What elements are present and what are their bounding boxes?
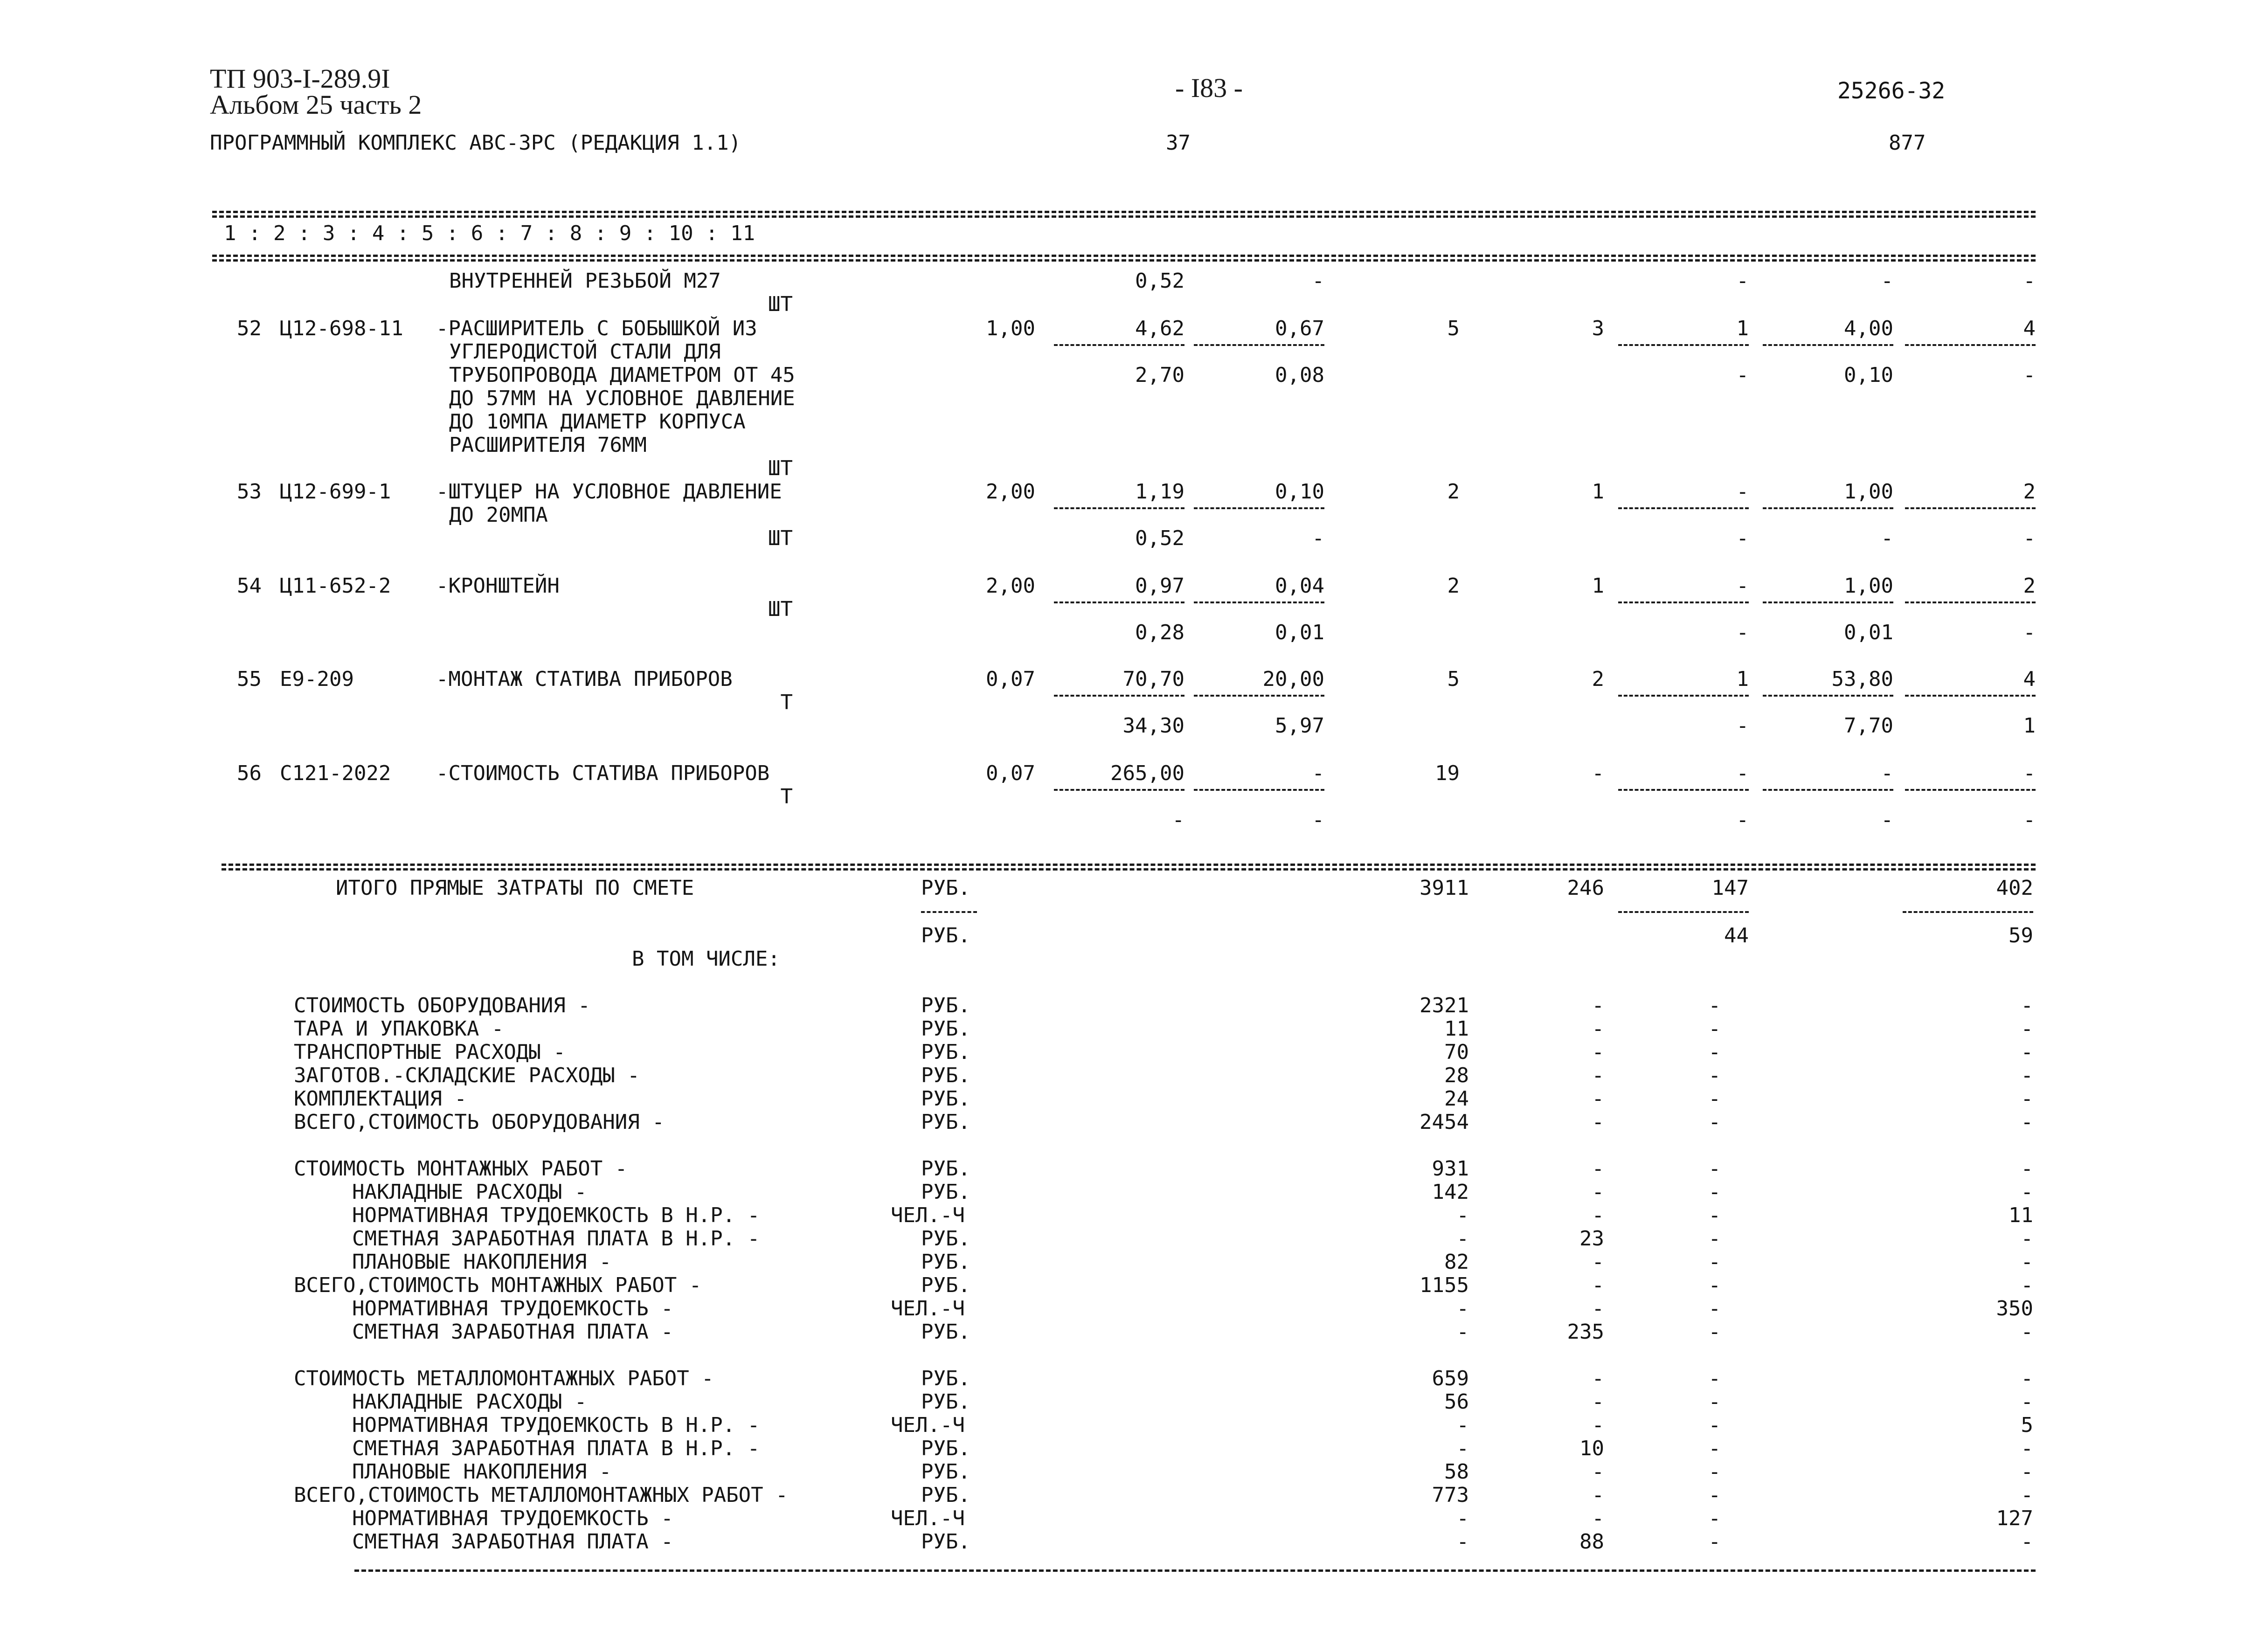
summary-label: СТОИМОСТЬ МЕТАЛЛОМОНТАЖНЫХ РАБОТ - — [294, 1367, 714, 1390]
item-sub-c9: - — [1736, 363, 1749, 387]
item-c11: - — [2023, 761, 2036, 785]
totals-unit: РУБ. — [921, 876, 970, 900]
item-sub-c11: 1 — [2023, 714, 2036, 738]
summary-c11: - — [2021, 1460, 2033, 1484]
item-number: 52 — [237, 317, 262, 340]
item-sub-c6: - — [1312, 808, 1324, 832]
summary-c11: - — [2021, 1087, 2033, 1111]
item-c6: 0,10 — [1275, 480, 1324, 504]
item-sub-c9: - — [1736, 808, 1749, 832]
item-rule-c5 — [1054, 507, 1184, 509]
item-c4: 2,00 — [986, 574, 1035, 598]
ruler-bottom-line-2 — [212, 259, 2036, 262]
totals-c9-rule — [1618, 911, 1749, 913]
item-rule-c10 — [1763, 344, 1893, 346]
item-c9: - — [1736, 761, 1749, 785]
summary-unit: РУБ. — [921, 1087, 970, 1111]
summary-c7: 11 — [1444, 1017, 1469, 1041]
summary-label: ТАРА И УПАКОВКА - — [294, 1017, 504, 1041]
item-number: 53 — [237, 480, 262, 504]
summary-unit: РУБ. — [921, 1367, 970, 1390]
item-sub-c9: - — [1736, 621, 1749, 644]
ruler-top-line-2 — [212, 215, 2036, 218]
summary-c7: - — [1456, 1203, 1469, 1227]
item-c6: 0,04 — [1275, 574, 1324, 598]
summary-c8: - — [1592, 1367, 1604, 1390]
item-description-line: -РАСШИРИТЕЛЬ С БОБЫШКОЙ ИЗ — [436, 317, 757, 340]
summary-c8: - — [1592, 1507, 1604, 1530]
summary-unit: РУБ. — [921, 1064, 970, 1087]
summary-unit: ЧЕЛ.-Ч — [891, 1203, 965, 1227]
summary-unit: РУБ. — [921, 1017, 970, 1041]
summary-label: НАКЛАДНЫЕ РАСХОДЫ - — [352, 1180, 587, 1204]
item-rule-c10 — [1763, 789, 1893, 791]
summary-label: ВСЕГО,СТОИМОСТЬ МЕТАЛЛОМОНТАЖНЫХ РАБОТ - — [294, 1483, 788, 1507]
item-sub-c6: - — [1312, 526, 1324, 550]
item-sub-c5: 0,52 — [1135, 526, 1184, 550]
summary-c11: 127 — [1996, 1507, 2033, 1530]
summary-c9: - — [1708, 1437, 1721, 1460]
item-rule-c11 — [1905, 695, 2036, 697]
item-rule-c11 — [1905, 789, 2036, 791]
summary-c11: - — [2021, 1227, 2033, 1251]
summary-c7: 773 — [1432, 1483, 1469, 1507]
summary-c8: - — [1592, 1483, 1604, 1507]
item-unit: ШТ — [768, 456, 793, 480]
summary-c7: - — [1456, 1530, 1469, 1554]
item-c9: - — [1736, 269, 1749, 293]
summary-c8: - — [1592, 1157, 1604, 1181]
summary-label: НОРМАТИВНАЯ ТРУДОЕМКОСТЬ - — [352, 1297, 673, 1320]
item-sub-c6: 0,01 — [1275, 621, 1324, 644]
summary-unit: РУБ. — [921, 1110, 970, 1134]
summary-c7: 1155 — [1420, 1273, 1469, 1297]
item-description-line: УГЛЕРОДИСТОЙ СТАЛИ ДЛЯ — [449, 340, 721, 364]
summary-label: ТРАНСПОРТНЫЕ РАСХОДЫ - — [294, 1040, 566, 1064]
summary-c11: - — [2021, 1320, 2033, 1344]
totals-sub-label: В ТОМ ЧИСЛЕ: — [632, 947, 780, 971]
summary-unit: РУБ. — [921, 1180, 970, 1204]
item-rule-c10 — [1763, 507, 1893, 509]
item-rule-c5 — [1054, 601, 1184, 603]
album-label: Альбом 25 часть 2 — [210, 90, 422, 120]
summary-c11: - — [2021, 1180, 2033, 1204]
summary-c11: - — [2021, 1530, 2033, 1554]
item-sub-c10: 0,10 — [1844, 363, 1893, 387]
summary-label: СМЕТНАЯ ЗАРАБОТНАЯ ПЛАТА В Н.Р. - — [352, 1227, 760, 1251]
item-c5: 0,52 — [1135, 269, 1184, 293]
summary-unit: РУБ. — [921, 994, 970, 1017]
item-c5: 265,00 — [1110, 761, 1184, 785]
summary-label: КОМПЛЕКТАЦИЯ - — [294, 1087, 467, 1111]
item-rule-c9 — [1618, 344, 1749, 346]
item-c8: 2 — [1592, 667, 1604, 691]
item-c10: - — [1881, 269, 1893, 293]
summary-c7: 28 — [1444, 1064, 1469, 1087]
item-c8: 1 — [1592, 480, 1604, 504]
summary-c9: - — [1708, 1250, 1721, 1274]
totals-unit-2: РУБ. — [921, 924, 970, 947]
summary-c8: - — [1592, 1087, 1604, 1111]
item-description-line: ДО 20МПА — [449, 503, 548, 527]
item-c8: - — [1592, 761, 1604, 785]
item-sub-c11: - — [2023, 621, 2036, 644]
item-c4: 0,07 — [986, 761, 1035, 785]
item-code: Е9-209 — [280, 667, 354, 691]
item-rule-c9 — [1618, 601, 1749, 603]
summary-c11: - — [2021, 994, 2033, 1017]
item-unit: Т — [780, 691, 793, 714]
summary-c7: 142 — [1432, 1180, 1469, 1204]
summary-label: ПЛАНОВЫЕ НАКОПЛЕНИЯ - — [352, 1250, 612, 1274]
item-c4: 1,00 — [986, 317, 1035, 340]
summary-c8: 88 — [1579, 1530, 1604, 1554]
item-sub-c9: - — [1736, 526, 1749, 550]
item-c11: 4 — [2023, 317, 2036, 340]
summary-c11: - — [2021, 1064, 2033, 1087]
summary-c8: - — [1592, 1297, 1604, 1320]
item-code: Ц12-699-1 — [280, 480, 391, 504]
summary-c11: 5 — [2021, 1413, 2033, 1437]
items-end-line-2 — [222, 868, 2036, 871]
totals-b9: 44 — [1724, 924, 1749, 947]
summary-label: СТОИМОСТЬ МОНТАЖНЫХ РАБОТ - — [294, 1157, 628, 1181]
item-rule-c10 — [1763, 695, 1893, 697]
item-description-line: -ШТУЦЕР НА УСЛОВНОЕ ДАВЛЕНИЕ — [436, 480, 782, 504]
item-c9: - — [1736, 574, 1749, 598]
ruler-bottom-line — [212, 255, 2036, 257]
summary-c11: - — [2021, 1390, 2033, 1414]
summary-c8: - — [1592, 1040, 1604, 1064]
item-sub-c5: 0,28 — [1135, 621, 1184, 644]
totals-c11-rule — [1903, 911, 2033, 913]
summary-c7: 58 — [1444, 1460, 1469, 1484]
item-sub-c10: - — [1881, 526, 1893, 550]
item-description-line: -МОНТАЖ СТАТИВА ПРИБОРОВ — [436, 667, 733, 691]
totals-unit-rule — [921, 911, 977, 913]
summary-c9: - — [1708, 1203, 1721, 1227]
item-c7: 2 — [1447, 574, 1460, 598]
summary-c9: - — [1708, 1227, 1721, 1251]
item-c6: - — [1312, 269, 1324, 293]
summary-c8: - — [1592, 994, 1604, 1017]
totals-c9: 147 — [1711, 876, 1749, 900]
item-c4: 0,07 — [986, 667, 1035, 691]
summary-c11: - — [2021, 1110, 2033, 1134]
item-sub-c10: 7,70 — [1844, 714, 1893, 738]
column-ruler: 1 : 2 : 3 : 4 : 5 : 6 : 7 : 8 : 9 : 10 : 11 — [224, 221, 755, 245]
summary-c8: - — [1592, 1413, 1604, 1437]
item-sub-c6: 0,08 — [1275, 363, 1324, 387]
item-c6: 0,67 — [1275, 317, 1324, 340]
item-c7: 2 — [1447, 480, 1460, 504]
summary-c11: - — [2021, 1437, 2033, 1460]
item-c7: 19 — [1435, 761, 1460, 785]
summary-c8: - — [1592, 1250, 1604, 1274]
item-c5: 70,70 — [1122, 667, 1184, 691]
summary-c9: - — [1708, 1064, 1721, 1087]
item-c7: 5 — [1447, 317, 1460, 340]
summary-c9: - — [1708, 1390, 1721, 1414]
item-c9: 1 — [1736, 317, 1749, 340]
summary-c8: - — [1592, 1460, 1604, 1484]
summary-c11: - — [2021, 1367, 2033, 1390]
summary-c9: - — [1708, 1040, 1721, 1064]
summary-c7: 2454 — [1420, 1110, 1469, 1134]
summary-unit: РУБ. — [921, 1273, 970, 1297]
item-unit: ШТ — [768, 292, 793, 316]
summary-c9: - — [1708, 1110, 1721, 1134]
summary-c9: - — [1708, 1483, 1721, 1507]
summary-c7: 931 — [1432, 1157, 1469, 1181]
item-sub-c11: - — [2023, 526, 2036, 550]
summary-c7: 659 — [1432, 1367, 1469, 1390]
item-c8: 1 — [1592, 574, 1604, 598]
doc-code: ТП 903-I-289.9I — [210, 63, 390, 94]
summary-c9: - — [1708, 1413, 1721, 1437]
summary-c11: - — [2021, 1273, 2033, 1297]
summary-c9: - — [1708, 1017, 1721, 1041]
summary-unit: РУБ. — [921, 1157, 970, 1181]
summary-c8: 10 — [1579, 1437, 1604, 1460]
summary-c7: 82 — [1444, 1250, 1469, 1274]
summary-c9: - — [1708, 994, 1721, 1017]
item-c4: 2,00 — [986, 480, 1035, 504]
item-c7: 5 — [1447, 667, 1460, 691]
item-c10: 4,00 — [1844, 317, 1893, 340]
summary-label: СМЕТНАЯ ЗАРАБОТНАЯ ПЛАТА - — [352, 1530, 673, 1554]
item-rule-c9 — [1618, 507, 1749, 509]
item-sub-c5: 2,70 — [1135, 363, 1184, 387]
summary-c8: - — [1592, 1180, 1604, 1204]
item-sub-c11: - — [2023, 363, 2036, 387]
item-c10: 1,00 — [1844, 480, 1893, 504]
item-description-line: ТРУБОПРОВОДА ДИАМЕТРОМ ОТ 45 — [449, 363, 795, 387]
summary-c9: - — [1708, 1367, 1721, 1390]
summary-c7: - — [1456, 1320, 1469, 1344]
item-rule-c6 — [1194, 507, 1324, 509]
summary-c8: - — [1592, 1017, 1604, 1041]
summary-c11: - — [2021, 1157, 2033, 1181]
summary-c11: 11 — [2009, 1203, 2033, 1227]
item-c9: 1 — [1736, 667, 1749, 691]
item-rule-c5 — [1054, 695, 1184, 697]
item-code: Ц12-698-11 — [280, 317, 403, 340]
item-c8: 3 — [1592, 317, 1604, 340]
item-code: С121-2022 — [280, 761, 391, 785]
summary-unit: РУБ. — [921, 1437, 970, 1460]
summary-label: СМЕТНАЯ ЗАРАБОТНАЯ ПЛАТА - — [352, 1320, 673, 1344]
summary-c9: - — [1708, 1273, 1721, 1297]
summary-c8: - — [1592, 1064, 1604, 1087]
item-unit: ШТ — [768, 597, 793, 621]
summary-label: НОРМАТИВНАЯ ТРУДОЕМКОСТЬ В Н.Р. - — [352, 1413, 760, 1437]
summary-c11: - — [2021, 1250, 2033, 1274]
summary-c11: - — [2021, 1040, 2033, 1064]
item-sub-c10: 0,01 — [1844, 621, 1893, 644]
summary-c7: - — [1456, 1413, 1469, 1437]
item-rule-c6 — [1194, 601, 1324, 603]
page-number: - I83 - — [1175, 73, 1243, 103]
summary-c7: 56 — [1444, 1390, 1469, 1414]
summary-c11: - — [2021, 1017, 2033, 1041]
summary-c9: - — [1708, 1460, 1721, 1484]
summary-label: ВСЕГО,СТОИМОСТЬ ОБОРУДОВАНИЯ - — [294, 1110, 665, 1134]
summary-unit: ЧЕЛ.-Ч — [891, 1413, 965, 1437]
summary-c9: - — [1708, 1157, 1721, 1181]
item-c11: 2 — [2023, 574, 2036, 598]
item-sub-c9: - — [1736, 714, 1749, 738]
summary-c8: - — [1592, 1390, 1604, 1414]
totals-c11: 402 — [1996, 876, 2033, 900]
summary-c8: - — [1592, 1273, 1604, 1297]
summary-c8: - — [1592, 1110, 1604, 1134]
summary-unit: РУБ. — [921, 1227, 970, 1251]
summary-unit: РУБ. — [921, 1320, 970, 1344]
item-c6: 20,00 — [1262, 667, 1324, 691]
item-description-line: ДО 10МПА ДИАМЕТР КОРПУСА — [449, 410, 746, 434]
item-rule-c11 — [1905, 507, 2036, 509]
summary-unit: ЧЕЛ.-Ч — [891, 1297, 965, 1320]
item-c10: - — [1881, 761, 1893, 785]
item-sub-c10: - — [1881, 808, 1893, 832]
summary-label: НОРМАТИВНАЯ ТРУДОЕМКОСТЬ - — [352, 1507, 673, 1530]
program-title: ПРОГРАММНЫЙ КОМПЛЕКС АВС-3РС (РЕДАКЦИЯ 1.1) — [210, 131, 741, 155]
summary-c7: - — [1456, 1507, 1469, 1530]
summary-unit: ЧЕЛ.-Ч — [891, 1507, 965, 1530]
ruler-top-line — [212, 211, 2036, 213]
item-c10: 53,80 — [1831, 667, 1893, 691]
item-rule-c6 — [1194, 344, 1324, 346]
summary-label: ВСЕГО,СТОИМОСТЬ МОНТАЖНЫХ РАБОТ - — [294, 1273, 702, 1297]
item-c11: - — [2023, 269, 2036, 293]
item-description-line: РАСШИРИТЕЛЯ 76ММ — [449, 433, 647, 457]
item-rule-c10 — [1763, 601, 1893, 603]
item-c5: 4,62 — [1135, 317, 1184, 340]
item-rule-c11 — [1905, 601, 2036, 603]
summary-c7: 24 — [1444, 1087, 1469, 1111]
summary-c7: 70 — [1444, 1040, 1469, 1064]
summary-c9: - — [1708, 1530, 1721, 1554]
summary-c9: - — [1708, 1087, 1721, 1111]
item-unit: Т — [780, 785, 793, 809]
item-c5: 0,97 — [1135, 574, 1184, 598]
summary-c8: - — [1592, 1203, 1604, 1227]
summary-c7: - — [1456, 1297, 1469, 1320]
summary-unit: РУБ. — [921, 1390, 970, 1414]
item-rule-c9 — [1618, 789, 1749, 791]
item-sub-c11: - — [2023, 808, 2036, 832]
summary-label: ПЛАНОВЫЕ НАКОПЛЕНИЯ - — [352, 1460, 612, 1484]
item-code: Ц11-652-2 — [280, 574, 391, 598]
summary-unit: РУБ. — [921, 1483, 970, 1507]
summary-c9: - — [1708, 1507, 1721, 1530]
summary-c7: - — [1456, 1227, 1469, 1251]
item-description-line: ВНУТРЕННЕЙ РЕЗЬБОЙ М27 — [449, 269, 721, 293]
summary-c8: 23 — [1579, 1227, 1604, 1251]
summary-c7: - — [1456, 1437, 1469, 1460]
item-description-line: -СТОИМОСТЬ СТАТИВА ПРИБОРОВ — [436, 761, 770, 785]
item-rule-c5 — [1054, 344, 1184, 346]
item-c10: 1,00 — [1844, 574, 1893, 598]
item-c11: 4 — [2023, 667, 2036, 691]
summary-label: НОРМАТИВНАЯ ТРУДОЕМКОСТЬ В Н.Р. - — [352, 1203, 760, 1227]
totals-c8: 246 — [1567, 876, 1604, 900]
summary-c9: - — [1708, 1297, 1721, 1320]
summary-label: НАКЛАДНЫЕ РАСХОДЫ - — [352, 1390, 587, 1414]
sheet-total: 877 — [1889, 131, 1926, 155]
item-rule-c6 — [1194, 789, 1324, 791]
summary-unit: РУБ. — [921, 1040, 970, 1064]
sheet-number: 37 — [1166, 131, 1191, 155]
item-sub-c6: 5,97 — [1275, 714, 1324, 738]
item-unit: ШТ — [768, 526, 793, 550]
summary-c9: - — [1708, 1320, 1721, 1344]
item-c9: - — [1736, 480, 1749, 504]
item-sub-c5: - — [1172, 808, 1184, 832]
item-rule-c5 — [1054, 789, 1184, 791]
item-number: 55 — [237, 667, 262, 691]
summary-c11: 350 — [1996, 1297, 2033, 1320]
summary-c7: 2321 — [1420, 994, 1469, 1017]
summary-label: СТОИМОСТЬ ОБОРУДОВАНИЯ - — [294, 994, 590, 1017]
item-rule-c6 — [1194, 695, 1324, 697]
summary-label: СМЕТНАЯ ЗАРАБОТНАЯ ПЛАТА В Н.Р. - — [352, 1437, 760, 1460]
item-c5: 1,19 — [1135, 480, 1184, 504]
item-rule-c11 — [1905, 344, 2036, 346]
item-c11: 2 — [2023, 480, 2036, 504]
item-description-line: ДО 57ММ НА УСЛОВНОЕ ДАВЛЕНИЕ — [449, 387, 795, 410]
item-c6: - — [1312, 761, 1324, 785]
item-number: 54 — [237, 574, 262, 598]
item-rule-c9 — [1618, 695, 1749, 697]
summary-unit: РУБ. — [921, 1460, 970, 1484]
archive-number: 25266-32 — [1837, 78, 1946, 104]
item-description-line: -КРОНШТЕЙН — [436, 574, 560, 598]
summary-unit: РУБ. — [921, 1250, 970, 1274]
summary-unit: РУБ. — [921, 1530, 970, 1554]
item-number: 56 — [237, 761, 262, 785]
summary-end-line — [354, 1569, 2036, 1572]
summary-c11: - — [2021, 1483, 2033, 1507]
summary-c8: 235 — [1567, 1320, 1604, 1344]
summary-label: ЗАГОТОВ.-СКЛАДСКИЕ РАСХОДЫ - — [294, 1064, 640, 1087]
totals-b11: 59 — [2009, 924, 2033, 947]
items-end-line — [222, 864, 2036, 866]
totals-c7: 3911 — [1420, 876, 1469, 900]
summary-c9: - — [1708, 1180, 1721, 1204]
item-sub-c5: 34,30 — [1122, 714, 1184, 738]
totals-label: ИТОГО ПРЯМЫЕ ЗАТРАТЫ ПО СМЕТЕ — [336, 876, 694, 900]
